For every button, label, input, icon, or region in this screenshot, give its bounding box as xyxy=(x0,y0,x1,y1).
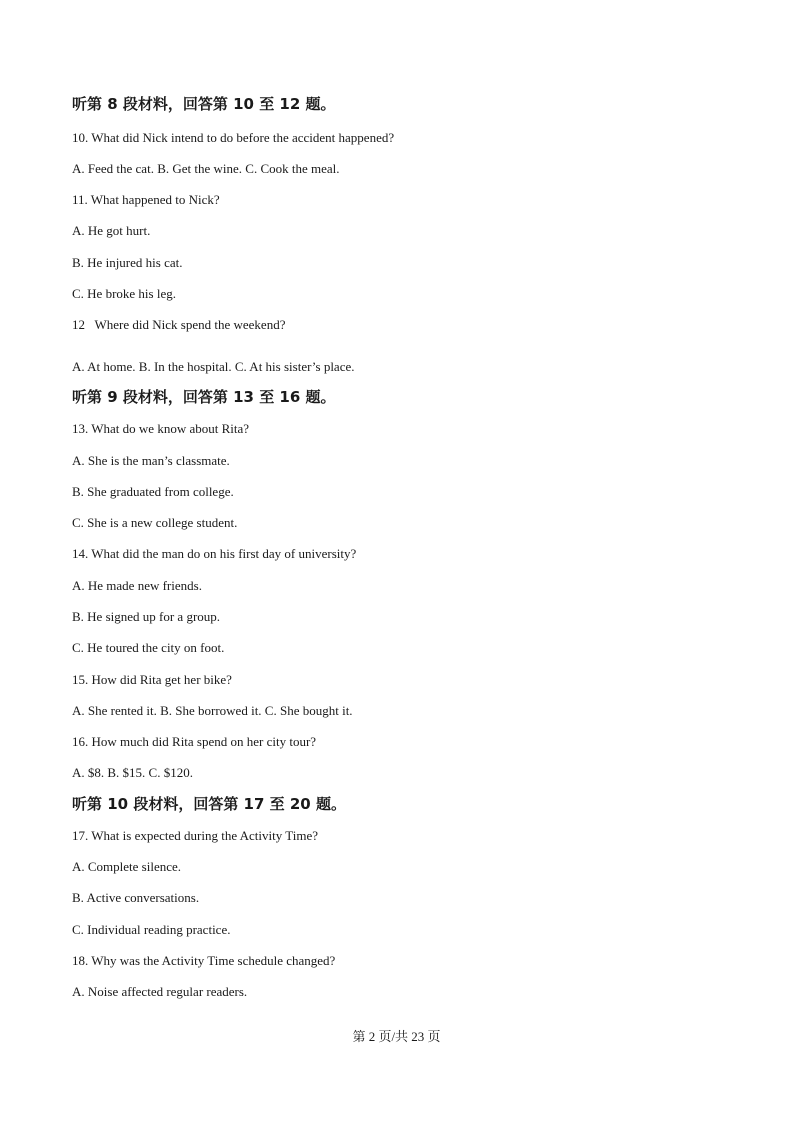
options-line: A. At home. B. In the hospital. C. At his sister’s place. xyxy=(72,359,355,374)
option-line: C. He broke his leg. xyxy=(72,286,176,301)
question-line: 10. What did Nick intend to do before the accident happened? xyxy=(72,130,395,145)
question-line: 11. What happened to Nick? xyxy=(72,192,220,207)
question-line: 15. How did Rita get her bike? xyxy=(72,672,232,687)
question-line: 13. What do we know about Rita? xyxy=(72,421,250,436)
option-line: A. He got hurt. xyxy=(72,223,151,238)
options-line: A. Feed the cat. B. Get the wine. C. Cook the meal. xyxy=(72,161,340,176)
section-heading: 听第 10 段材料，回答第 17 至 20 题。 xyxy=(72,795,346,813)
option-line: C. He toured the city on foot. xyxy=(72,640,225,655)
option-line: A. Complete silence. xyxy=(72,859,182,874)
options-line: A. $8. B. $15. C. $120. xyxy=(72,765,193,780)
option-line: B. He signed up for a group. xyxy=(72,609,221,624)
question-line: 14. What did the man do on his first day of university? xyxy=(72,546,357,561)
option-line: B. He injured his cat. xyxy=(72,255,183,270)
question-line: 12 Where did Nick spend the weekend? xyxy=(72,317,286,332)
option-line: B. Active conversations. xyxy=(72,890,200,905)
question-line: 17. What is expected during the Activity Time? xyxy=(72,828,319,843)
question-line: 18. Why was the Activity Time schedule changed? xyxy=(72,953,336,968)
section-heading: 听第 9 段材料，回答第 13 至 16 题。 xyxy=(72,388,336,406)
page-footer: 第 2 页/共 23 页 xyxy=(352,1029,441,1044)
option-line: A. Noise affected regular readers. xyxy=(72,984,248,999)
option-line: C. She is a new college student. xyxy=(72,515,238,530)
options-line: A. She rented it. B. She borrowed it. C. She bought it. xyxy=(72,703,353,718)
option-line: A. He made new friends. xyxy=(72,578,202,593)
question-line: 16. How much did Rita spend on her city tour? xyxy=(72,734,317,749)
option-line: A. She is the man’s classmate. xyxy=(72,453,230,468)
option-line: B. She graduated from college. xyxy=(72,484,234,499)
option-line: C. Individual reading practice. xyxy=(72,922,231,937)
section-heading: 听第 8 段材料，回答第 10 至 12 题。 xyxy=(72,95,336,113)
